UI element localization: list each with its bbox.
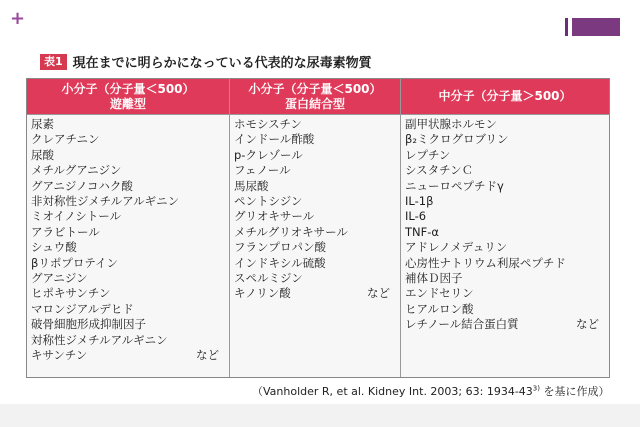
table-cell-item: マロンジアルデヒド [31, 301, 134, 316]
table-cell-item [234, 286, 396, 301]
column-middle-molecule [401, 79, 609, 377]
table-cell-item: クレアチニン [31, 132, 100, 147]
column-header-line1: 中分子（分子量＞500） [438, 89, 572, 103]
column-header-line2: 蛋白結合型 [284, 96, 345, 111]
table-cell-item: レプチン [405, 147, 451, 162]
table-badge: 表1 [40, 54, 67, 70]
table-cell-item: IL-6 [405, 209, 427, 224]
column-header-line1: 小分子（分子量＜500） [61, 81, 195, 96]
table-cell-item: ペントシジン [234, 194, 303, 209]
table-cell-item: 尿素 [31, 117, 54, 131]
footer-band [0, 404, 640, 427]
table-cell-item: インドール酢酸 [234, 132, 315, 147]
item-trailing-nado: など [576, 317, 599, 332]
table-cell-item: グリオキサール [234, 209, 315, 224]
table-cell-item: ニューロペプチドγ [405, 178, 504, 193]
table-cell-item: メチルグリオキサール [234, 224, 348, 239]
citation-text: （Vanholder R, et al. Kidney Int. 2003; 63: 1934-43 [252, 385, 533, 398]
column-small-protein-bound [230, 79, 401, 377]
table-cell-item: ヒポキサンチン [31, 286, 111, 301]
header-accent-block [572, 18, 620, 36]
table-cell-item: グアニジノコハク酸 [31, 178, 133, 193]
citation-ref: 3) [532, 384, 540, 393]
citation [252, 383, 609, 399]
column-body [401, 115, 609, 335]
column-header [401, 79, 609, 115]
table-cell-item: 馬尿酸 [234, 178, 269, 193]
table-cell-item: エンドセリン [405, 286, 474, 301]
table-cell-item: βリポプロテイン [31, 255, 119, 270]
table-cell-item: 非対称性ジメチルアルギニン [31, 194, 180, 209]
header-accent-line [565, 18, 568, 36]
column-header [230, 79, 400, 115]
table-title: 現在までに明らかになっている代表的な尿毒素物質 [72, 56, 372, 71]
table-cell-item: インドキシル硫酸 [234, 255, 326, 270]
table-cell-item: フェノール [234, 163, 291, 178]
table-cell-item: β₂ミクログロブリン [405, 132, 509, 147]
table-cell-item: 破骨細胞形成抑制因子 [31, 317, 146, 332]
table-cell-item: シスタチンＣ [405, 163, 474, 178]
column-header [27, 79, 229, 115]
column-body [230, 115, 400, 304]
column-small-free [27, 79, 230, 377]
table-cell-item: 補体Ｄ因子 [405, 271, 463, 286]
table-cell-item: メチルグアニジン [31, 163, 122, 178]
table-cell-item: ホモシスチン [234, 117, 302, 131]
table-cell-item: ヒアルロン酸 [405, 301, 474, 316]
citation-suffix: を基に作成） [543, 385, 610, 398]
column-header-line1: 小分子（分子量＜500） [248, 81, 382, 96]
table-cell-item: 副甲状腺ホルモン [405, 117, 497, 131]
table-cell-item: スペルミジン [234, 271, 303, 286]
table-cell-item [31, 348, 225, 363]
table-heading [40, 52, 372, 71]
table-cell-item: 心房性ナトリウム利尿ペプチド [405, 255, 566, 270]
table-cell-item: TNF-α [405, 224, 439, 239]
table-cell-item: グアニジン [31, 271, 88, 286]
item-text: レチノール結合蛋白質 [405, 317, 519, 332]
uremic-toxins-table [26, 78, 610, 378]
table-cell-item: 尿酸 [31, 147, 54, 162]
column-body [27, 115, 229, 366]
item-trailing-nado: など [367, 286, 390, 301]
table-cell-item: フランプロパン酸 [234, 240, 326, 255]
table-cell-item: ミオイノシトール [31, 209, 122, 224]
item-text: キサンチン [31, 348, 88, 363]
item-trailing-nado: など [196, 348, 219, 363]
item-text: キノリン酸 [234, 286, 291, 301]
column-header-line2: 遊離型 [109, 96, 146, 111]
table-cell-item: アラビトール [31, 224, 100, 239]
plus-icon: + [10, 8, 26, 29]
table-cell-item: シュウ酸 [31, 240, 77, 255]
table-cell-item [405, 317, 605, 332]
table-cell-item: 対称性ジメチルアルギニン [31, 332, 168, 347]
table-cell-item: アドレノメデュリン [405, 240, 508, 255]
table-cell-item: IL-1β [405, 194, 434, 209]
table-cell-item: p-クレゾール [234, 147, 303, 162]
